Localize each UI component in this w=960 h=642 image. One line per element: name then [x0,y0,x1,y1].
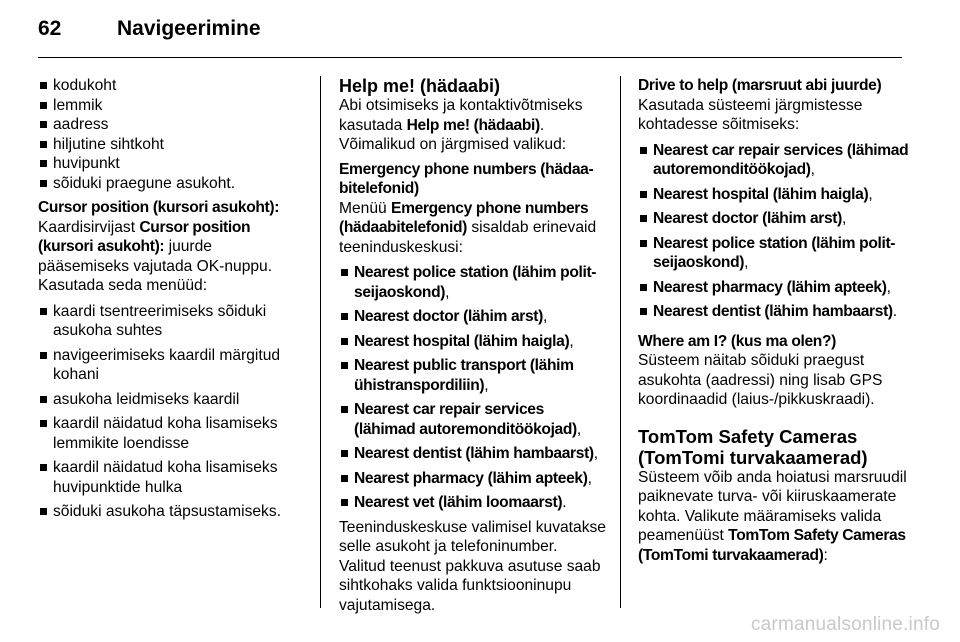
list-item: huvipunkt [38,154,304,174]
list-item: Nearest vet (lähim loomaarst). [339,493,607,513]
list-item: Nearest dentist (lähim hambaarst), [339,444,607,464]
page-header [38,17,902,58]
list-item: kaardi tsentreerimiseks sõiduki asukoha suhtes [38,302,304,341]
safety-cameras-heading: TomTom Safety Cameras (TomTomi turvakaamerad) [638,425,868,468]
options-text: Võimalikud on järgmised valikud: [339,136,567,153]
list-item: navigeerimiseks kaardil märgitud kohani [38,346,304,385]
list-item: Nearest doctor (lähim arst), [339,307,607,327]
list-item: lemmik [38,96,304,116]
column-left [38,76,304,527]
watermark: carmanualsonline.info [750,614,940,635]
list-item: Nearest hospital (lähim haigla), [638,185,912,205]
list-item: sõiduki praegune asukoht. [38,174,304,194]
list-item: Nearest police station (lähim polit-seijaoskond), [339,263,607,302]
service-footer-text: Teeninduskeskuse valimisel kuvatakse selle asukoht ja telefoninumber. Valitud teenust pakkuva asutuse saab sihtkohaks valida funktsiooninupu vajutamisega. [339,518,606,614]
list-item: Nearest doctor (lähim arst), [638,209,912,229]
list-item: Nearest pharmacy (lähim apteek), [638,278,912,298]
list-item: kaardil näidatud koha lisamiseks lemmikite loendisse [38,414,304,453]
list-item: Nearest public transport (lähim ühistranspordiliin), [339,356,607,395]
list-item: kaardil näidatud koha lisamiseks huvipunktide hulka [38,458,304,497]
list-item: Nearest pharmacy (lähim apteek), [339,469,607,489]
emergency-paragraph: Menüü Emergency phone numbers (hädaabitelefonid) sisaldab erinevaid teeninduskeskusi: [339,199,597,256]
column-right [638,76,912,565]
list-item: Nearest car repair services (lähimad autoremonditöökojad), [638,141,912,180]
list-item: sõiduki asukoha täpsustamiseks. [38,502,304,522]
where-am-i-text: Süsteem näitab sõiduki praegust asukohta (aadressi) ning lisab GPS koordinaadid (laius-/pikkuskraadi). [638,352,883,408]
help-me-intro: Abi otsimiseks ja kontaktivõtmiseks kasutada Help me! (hädaabi). [339,97,583,134]
destination-list [38,76,304,193]
drive-to-help-heading: Drive to help (marsruut abi juurde) [638,77,882,94]
emergency-heading: Emergency phone numbers (hädaa-bitelefonid) [339,160,594,197]
page-number: 62 [38,17,62,40]
menu-usage-list [38,302,304,522]
help-me-heading: Help me! (hädaabi) [339,76,501,96]
list-item: Nearest hospital (lähim haigla), [339,332,607,352]
list-item: asukoha leidmiseks kaardil [38,390,304,410]
cursor-position-heading: Cursor position (kursori asukoht): [38,199,280,216]
page-title: Navigeerimine [117,17,261,40]
drive-to-help-list [638,141,912,322]
list-item: aadress [38,115,304,135]
where-am-i-heading: Where am I? (kus ma olen?) [638,332,836,350]
cursor-position-paragraph: Kaardisirvijast Cursor position (kursori asukoht): juurde pääsemiseks vajutada OK-nuppu. [38,218,273,275]
list-item: kodukoht [38,76,304,96]
column-divider [320,76,321,608]
list-item: hiljutine sihtkoht [38,135,304,155]
service-center-list [339,263,607,513]
column-divider [620,76,621,608]
list-item: Nearest police station (lähim polit-seijaoskond), [638,234,912,273]
column-middle [339,76,607,615]
menu-intro: Kasutada seda menüüd: [38,277,208,294]
drive-to-help-text: Kasutada süsteemi järgmistesse kohtadesse sõitmiseks: [638,96,863,133]
list-item: Nearest car repair services (lähimad autoremonditöökojad), [339,400,607,439]
safety-cameras-text: Süsteem võib anda hoiatusi marsruudil paiknevate turva- või kiiruskaamerate kohta. Valikute määramiseks valida peamenüüst TomTom Safety Cameras (TomTomi turvakaamerad): [638,468,907,564]
list-item: Nearest dentist (lähim hambaarst). [638,302,912,322]
